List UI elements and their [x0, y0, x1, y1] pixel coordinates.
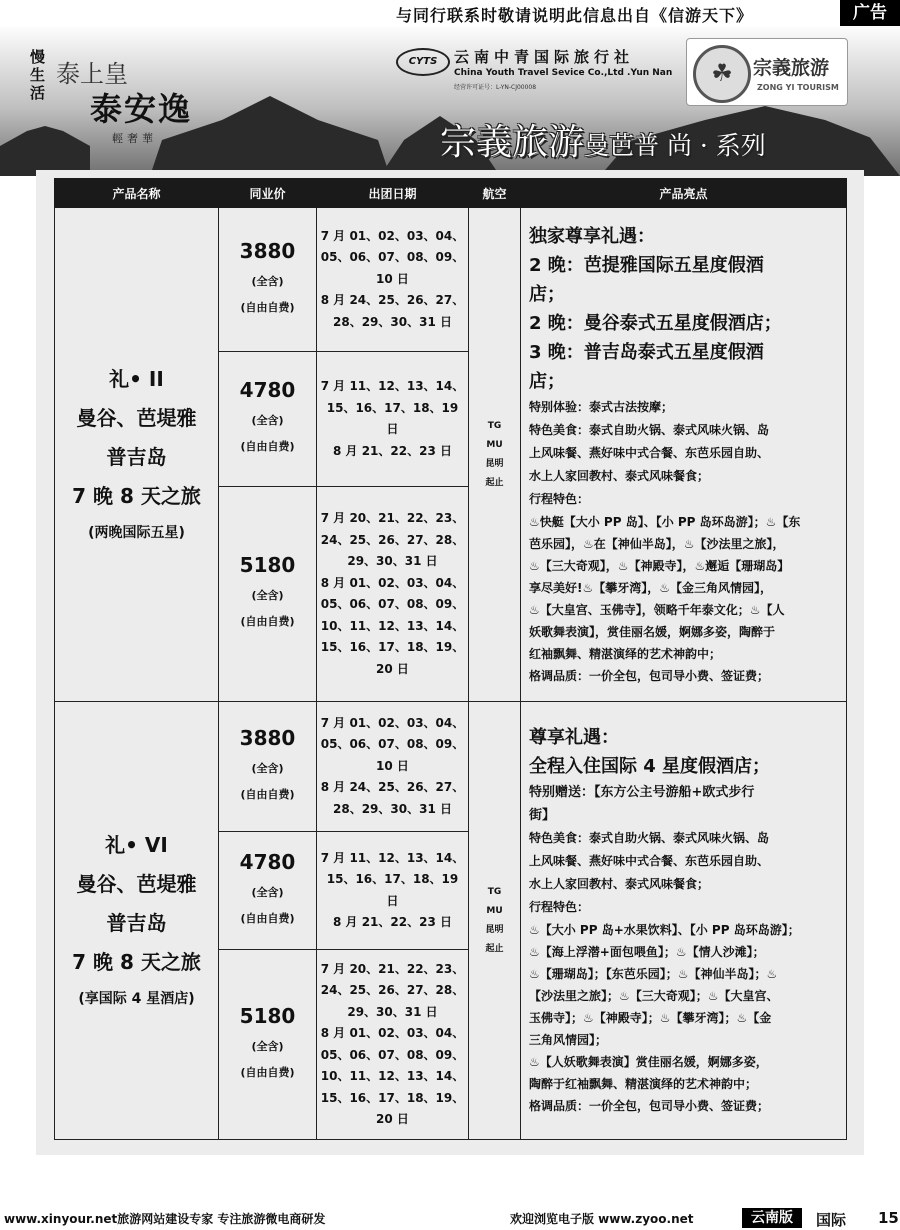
airline-code: TG	[487, 420, 502, 431]
date-line: 10 日	[376, 758, 409, 773]
airline-code: TG	[487, 886, 502, 897]
highlight-line: 全程入住国际 4 星度假酒店；	[529, 756, 771, 777]
tai-anyi-logo	[30, 48, 210, 145]
product-table-panel	[36, 170, 864, 1155]
airline-code: MU	[486, 439, 503, 450]
date-line: 8 月 01、02、03、04、	[320, 575, 465, 590]
date-line: 24、25、26、27、28、	[320, 532, 465, 547]
date-line: 日	[386, 893, 399, 908]
price-value: 5180	[239, 553, 296, 577]
highlight-line: 独家尊享礼遇：	[529, 225, 655, 247]
highlight-line: 3 晚：普吉岛泰式五星度假酒	[529, 341, 764, 363]
price-cell	[219, 352, 317, 487]
price-cell	[219, 702, 317, 832]
dates-cell	[317, 702, 469, 832]
agency-name-en: China Youth Travel Sevice Co.,Ltd .Yun Nan	[454, 68, 673, 78]
product-route: 普吉岛	[106, 444, 167, 469]
highlight-line: ♨【大皇宫、玉佛寺】，领略千年泰文化；♨【人	[529, 602, 785, 617]
price-included: (全含)	[251, 589, 284, 602]
dates-cell	[317, 487, 469, 702]
highlight-line: ♨【海上浮潜+面包喂鱼】；♨【情人沙滩】；	[529, 945, 765, 959]
price-self-paid: (自由自费)	[240, 1065, 295, 1079]
edition-tag: 云南版	[742, 1208, 802, 1228]
series-main: 宗義旅游	[440, 122, 585, 163]
price-cell	[219, 950, 317, 1140]
date-line: 8 月 01、02、03、04、	[320, 1026, 465, 1040]
dates-cell	[317, 950, 469, 1140]
brand-vertical-text: 慢生活	[30, 48, 46, 102]
source-notice: 与同行联系时敬请说明此信息出自《信游天下》	[396, 6, 754, 25]
dates-cell	[317, 208, 469, 352]
footer-right-text: 欢迎浏览电子版 www.zyoo.net	[510, 1212, 694, 1226]
ad-label: 广告	[840, 0, 900, 26]
date-line: 7 月 20、21、22、23、	[320, 961, 465, 976]
date-line: 10、11、12、13、14、	[320, 618, 465, 633]
date-line: 7 月 11、12、13、14、	[320, 850, 465, 865]
airline-city: 昆明	[485, 458, 504, 469]
product-duration: 7 晚 8 天之旅	[72, 483, 201, 508]
date-line: 10 日	[376, 271, 409, 286]
price-cell	[219, 832, 317, 950]
highlight-line: 店；	[529, 370, 565, 392]
highlight-line: 上风味餐、燕好味中式合餐、东芭乐园自助、	[529, 445, 770, 460]
brand-tai-text: 泰上皇	[56, 60, 128, 88]
series-tail: 曼芭普 尚 · 系列	[584, 131, 766, 160]
price-self-paid: (自由自费)	[240, 787, 295, 801]
product-note: (两晚国际五星)	[88, 524, 185, 541]
brand-sub-text: 輕奢華	[112, 132, 157, 145]
product-note: (享国际 4 星酒店)	[78, 990, 195, 1007]
highlight-line: 玉佛寺】；♨【神殿寺】；♨【攀牙湾】；♨【金	[529, 1011, 772, 1025]
date-line: 7 月 20、21、22、23、	[320, 511, 465, 525]
date-line: 20 日	[376, 1112, 409, 1126]
product-route: 曼谷、芭堤雅	[76, 871, 197, 896]
date-line: 05、06、07、08、09、	[320, 737, 465, 752]
date-line: 05、06、07、08、09、	[320, 1047, 465, 1062]
header-product-name: 产品名称	[55, 179, 219, 208]
dates-cell	[317, 832, 469, 950]
highlight-line: 行程特色：	[529, 900, 590, 914]
price-included: (全含)	[251, 761, 284, 775]
agency-license: 经营许可证号：L-YN-CJ00008	[454, 84, 537, 91]
product-name-cell	[55, 208, 219, 702]
highlight-line: 芭乐园】，♨在【神仙半岛】，♨【沙法里之旅】，	[529, 536, 785, 551]
series-title	[440, 114, 766, 165]
product-table	[54, 178, 847, 1140]
date-line: 28、29、30、31 日	[333, 314, 452, 329]
product-code: 礼• VI	[105, 832, 168, 857]
zongyi-name: 宗義旅游	[753, 57, 830, 79]
price-value: 3880	[239, 238, 296, 263]
date-line: 05、06、07、08、09、	[320, 250, 465, 265]
highlight-line: 街】	[529, 808, 556, 823]
date-line: 15、16、17、18、19、	[320, 1090, 465, 1105]
price-self-paid: (自由自费)	[240, 440, 295, 453]
highlight-line: 尊享礼遇：	[529, 727, 619, 748]
date-line: 15、16、17、18、19	[326, 400, 459, 415]
price-included: (全含)	[251, 885, 284, 899]
header-highlights: 产品亮点	[521, 179, 847, 208]
highlight-line: 店；	[529, 283, 565, 305]
date-line: 日	[386, 422, 399, 436]
highlight-line: ♨快艇【大小 PP 岛】、【小 PP 岛环岛游】；♨【东	[529, 514, 801, 529]
highlight-line: 格调品质：一价全包，包司导小费、签证费；	[529, 1099, 770, 1113]
date-line: 29、30、31 日	[347, 1004, 438, 1019]
header-airline: 航空	[469, 179, 521, 208]
price-cell	[219, 208, 317, 352]
agency-info	[396, 46, 681, 96]
product-duration: 7 晚 8 天之旅	[72, 949, 201, 974]
zongyi-en: ZONG YI TOURISM	[757, 83, 839, 92]
price-self-paid: (自由自费)	[240, 615, 295, 628]
highlight-line: 行程特色：	[529, 491, 590, 506]
product-route: 曼谷、芭堤雅	[76, 405, 197, 430]
price-value: 3880	[239, 725, 296, 750]
table-row	[55, 702, 847, 832]
table-row	[55, 208, 847, 352]
date-line: 7 月 11、12、13、14、	[320, 379, 465, 393]
date-line: 05、06、07、08、09、	[320, 597, 465, 611]
airline-note: 起止	[485, 943, 504, 954]
date-line: 8 月 21、22、23 日	[333, 443, 452, 458]
airline-city: 昆明	[485, 924, 504, 935]
agency-name-cn: 云南中青国际旅行社	[454, 48, 635, 66]
product-code: 礼• II	[109, 366, 164, 391]
price-included: (全含)	[251, 1039, 284, 1053]
airline-cell	[469, 702, 521, 1140]
header-banner	[0, 26, 900, 176]
highlight-line: 水上人家回教村、泰式风味餐食；	[529, 468, 710, 483]
highlight-line: 2 晚：芭提雅国际五星度假酒	[529, 254, 764, 276]
highlight-line: 陶醉于红袖飘舞、精湛演绎的艺术神韵中；	[529, 1077, 758, 1091]
table-header-row	[55, 179, 847, 208]
highlight-line: ♨【人妖歌舞表演】赏佳丽名媛，婀娜多姿，	[529, 1055, 768, 1069]
price-included: (全含)	[251, 414, 284, 427]
price-value: 4780	[239, 849, 296, 874]
highlight-line: 三角风情园】；	[529, 1033, 608, 1047]
highlight-line: 红袖飘舞、精湛演绎的艺术神韵中；	[529, 646, 722, 661]
dates-cell	[317, 352, 469, 487]
highlight-line: 特别赠送：【东方公主号游船+欧式步行	[529, 785, 755, 800]
highlights-cell	[521, 208, 847, 702]
page-number: 15	[878, 1209, 899, 1227]
highlight-line: 水上人家回教村、泰式风味餐食；	[529, 877, 710, 891]
date-line: 24、25、26、27、28、	[320, 983, 465, 997]
highlight-line: 上风味餐、燕好味中式合餐、东芭乐园自助、	[529, 854, 770, 868]
price-self-paid: (自由自费)	[240, 911, 295, 925]
date-line: 8 月 21、22、23 日	[333, 915, 452, 929]
date-line: 15、16、17、18、19	[326, 872, 459, 886]
price-included: (全含)	[251, 274, 284, 288]
product-name-cell	[55, 702, 219, 1140]
date-line: 7 月 01、02、03、04、	[320, 228, 465, 243]
highlight-line: 2 晚：曼谷泰式五星度假酒店；	[529, 312, 782, 334]
date-line: 8 月 24、25、26、27、	[320, 780, 465, 795]
date-line: 15、16、17、18、19、	[320, 640, 465, 654]
date-line: 29、30、31 日	[347, 554, 438, 568]
highlights-cell	[521, 702, 847, 1140]
date-line: 20 日	[376, 661, 409, 676]
zongyi-logo	[686, 38, 848, 106]
highlight-line: ♨【珊瑚岛】；【东芭乐园】；♨【神仙半岛】；♨	[529, 967, 778, 981]
highlight-line: 特别体验：泰式古法按摩；	[529, 399, 674, 414]
highlight-line: 妖歌舞表演】，赏佳丽名媛，婀娜多姿，陶醉于	[529, 624, 776, 639]
highlight-line: ♨【三大奇观】，♨【神殿寺】，♨邂逅【珊瑚岛】	[529, 558, 790, 573]
date-line: 8 月 24、25、26、27、	[320, 293, 465, 308]
date-line: 10、11、12、13、14、	[320, 1069, 465, 1083]
price-cell	[219, 487, 317, 702]
top-notice-bar	[0, 0, 900, 26]
product-route: 普吉岛	[106, 910, 167, 935]
brand-main-text: 泰安逸	[90, 90, 193, 128]
price-value: 5180	[239, 1003, 296, 1028]
highlight-line: ♨【大小 PP 岛+水果饮料】、【小 PP 岛环岛游】；	[529, 923, 800, 937]
cyts-logo: CYTS	[396, 48, 450, 76]
highlight-line: 格调品质：一价全包，包司导小费、签证费；	[529, 668, 770, 683]
date-line: 28、29、30、31 日	[333, 801, 452, 816]
airline-cell	[469, 208, 521, 702]
header-price: 同业价	[219, 179, 317, 208]
airline-code: MU	[486, 905, 503, 916]
airline-note: 起止	[485, 477, 504, 488]
section-label: 国际	[816, 1211, 847, 1229]
page-footer	[0, 1205, 900, 1230]
highlight-line: 特色美食：泰式自助火锅、泰式风味火锅、岛	[529, 422, 770, 437]
footer-left-text: www.xinyour.net旅游网站建设专家 专注旅游微电商研发	[4, 1212, 326, 1226]
highlight-line: 【沙法里之旅】；♨【三大奇观】；♨【大皇宫、	[529, 989, 779, 1003]
price-self-paid: (自由自费)	[240, 300, 295, 314]
date-line: 7 月 01、02、03、04、	[320, 715, 465, 730]
highlight-line: 特色美食：泰式自助火锅、泰式风味火锅、岛	[529, 831, 770, 845]
price-value: 4780	[239, 378, 296, 402]
header-dates: 出团日期	[317, 179, 469, 208]
highlight-line: 享尽美好!♨【攀牙湾】，♨【金三角风情园】，	[529, 580, 772, 595]
footprint-icon: ☘	[693, 45, 751, 103]
